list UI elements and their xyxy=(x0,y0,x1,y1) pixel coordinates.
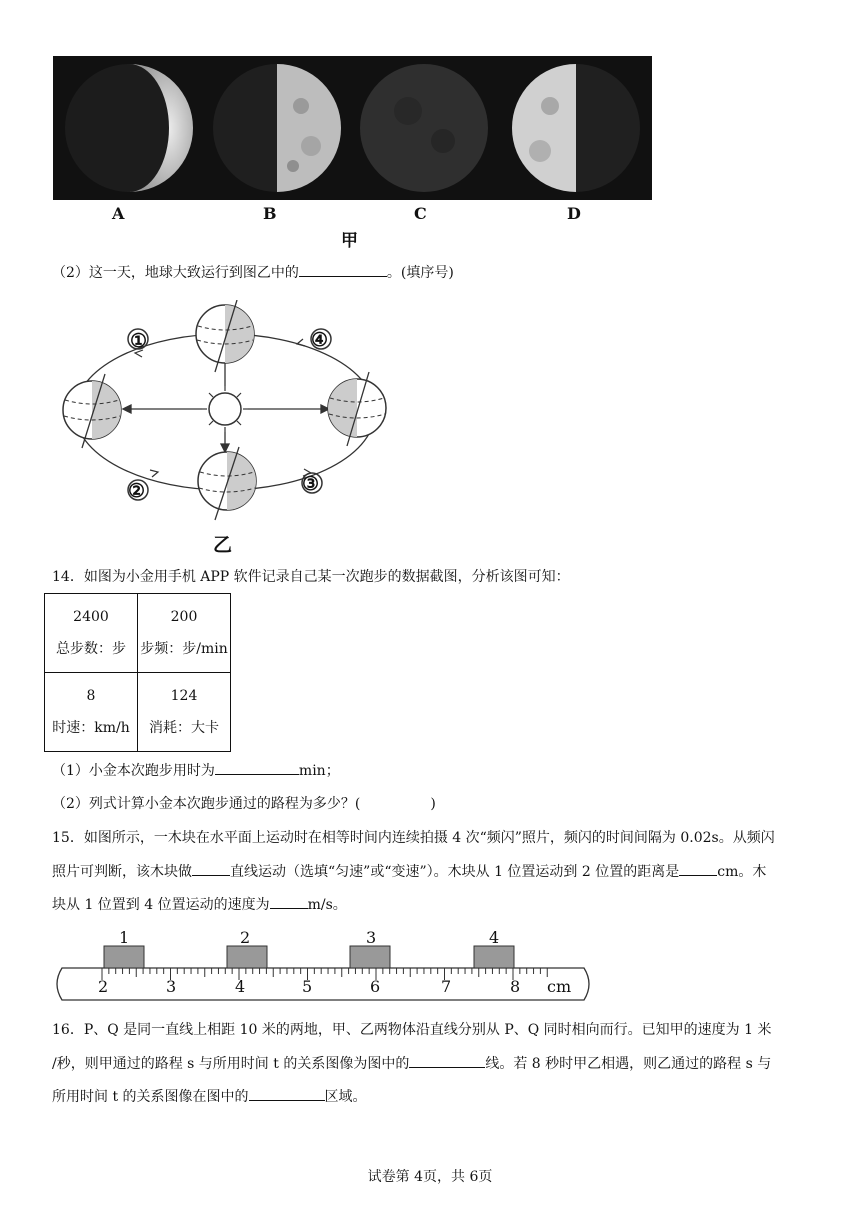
ruler-unit: cm xyxy=(547,977,572,996)
earth-right xyxy=(328,372,386,446)
total-steps-cell: 2400 总步数：步 xyxy=(45,594,138,673)
q14-sub2: （2）列式计算小金本次跑步通过的路程为多少？( ) xyxy=(52,796,436,812)
ruler-number: 8 xyxy=(510,977,521,996)
moon-label-c: C xyxy=(414,204,427,223)
q15-line3: 块从 1 位置到 4 位置运动的速度为 m/s。 xyxy=(52,894,347,915)
q13-sub2: （2）这一天，地球大致运行到图乙中的 。(填序号) xyxy=(52,262,454,283)
answer-blank[interactable] xyxy=(679,861,717,876)
figure-yi-caption: 乙 xyxy=(213,534,233,556)
sun-icon xyxy=(202,386,248,432)
q15-line2: 照片可判断，该木块做 直线运动（选填“匀速”或“变速”）。木块从 1 位置运动到 2 位置的距离是 cm。木 xyxy=(52,861,766,882)
moon-label-a: A xyxy=(112,204,125,223)
answer-blank[interactable] xyxy=(192,861,230,876)
block-label-1: 1 xyxy=(119,928,130,947)
answer-blank[interactable] xyxy=(249,1086,325,1101)
calories-cell: 124 消耗：大卡 xyxy=(138,673,231,752)
page-footer: 试卷第 4页，共 6页 xyxy=(367,1169,493,1185)
ruler-number: 7 xyxy=(441,977,452,996)
q16-line1: 16．P、Q 是同一直线上相距 10 米的两地，甲、乙两物体沿直线分别从 P、Q 同时相向而行。已知甲的速度为 1 米 xyxy=(52,1022,772,1038)
earth-orbit-diagram xyxy=(55,300,400,555)
moon-photo-d xyxy=(500,56,652,200)
ruler-number: 5 xyxy=(302,977,313,996)
q16-line3: 所用时间 t 的关系图像在图中的 区域。 xyxy=(52,1086,367,1107)
earth-bottom xyxy=(198,447,256,520)
block-label-4: 4 xyxy=(489,928,500,947)
moon-label-d: D xyxy=(567,204,581,223)
moon-photo-b xyxy=(201,56,353,200)
ruler-number: 2 xyxy=(98,977,109,996)
ruler-number: 4 xyxy=(235,977,246,996)
earth-left xyxy=(63,374,121,448)
moon-photo-a xyxy=(53,56,205,200)
speed-cell: 8 时速：km/h xyxy=(45,673,138,752)
orbit-label-1: ① xyxy=(130,330,148,352)
figure-jia-caption: 甲 xyxy=(341,231,358,251)
block-label-2: 2 xyxy=(240,928,251,947)
q14-stem: 14．如图为小金用手机 APP 软件记录自己某一次跑步的数据截图，分析该图可知： xyxy=(52,569,570,585)
ruler-number: 6 xyxy=(370,977,381,996)
cadence-cell: 200 步频：步/min xyxy=(138,594,231,673)
moon-photo-c xyxy=(348,56,500,200)
answer-blank[interactable] xyxy=(409,1053,485,1068)
q15-line1: 15．如图所示，一木块在水平面上运动时在相等时间内连续拍摄 4 次“频闪”照片，频闪的时间间隔为 0.02s。从频闪 xyxy=(52,830,775,846)
earth-top xyxy=(196,300,254,372)
orbit-label-2: ② xyxy=(128,480,146,502)
orbit-label-4: ④ xyxy=(311,329,329,351)
answer-blank[interactable] xyxy=(215,760,299,775)
running-data-table xyxy=(44,593,231,752)
q16-line2: /秒，则甲通过的路程 s 与所用时间 t 的关系图像为图中的 线。若 8 秒时甲乙相遇，则乙通过的路程 s 与 xyxy=(52,1053,771,1074)
answer-blank[interactable] xyxy=(270,894,308,909)
ruler-number: 3 xyxy=(166,977,177,996)
moon-label-b: B xyxy=(263,204,277,223)
block-label-3: 3 xyxy=(366,928,377,947)
orbit-label-3: ③ xyxy=(302,473,320,495)
q14-sub1: （1）小金本次跑步用时为 min； xyxy=(52,760,340,781)
answer-blank[interactable] xyxy=(299,262,387,277)
